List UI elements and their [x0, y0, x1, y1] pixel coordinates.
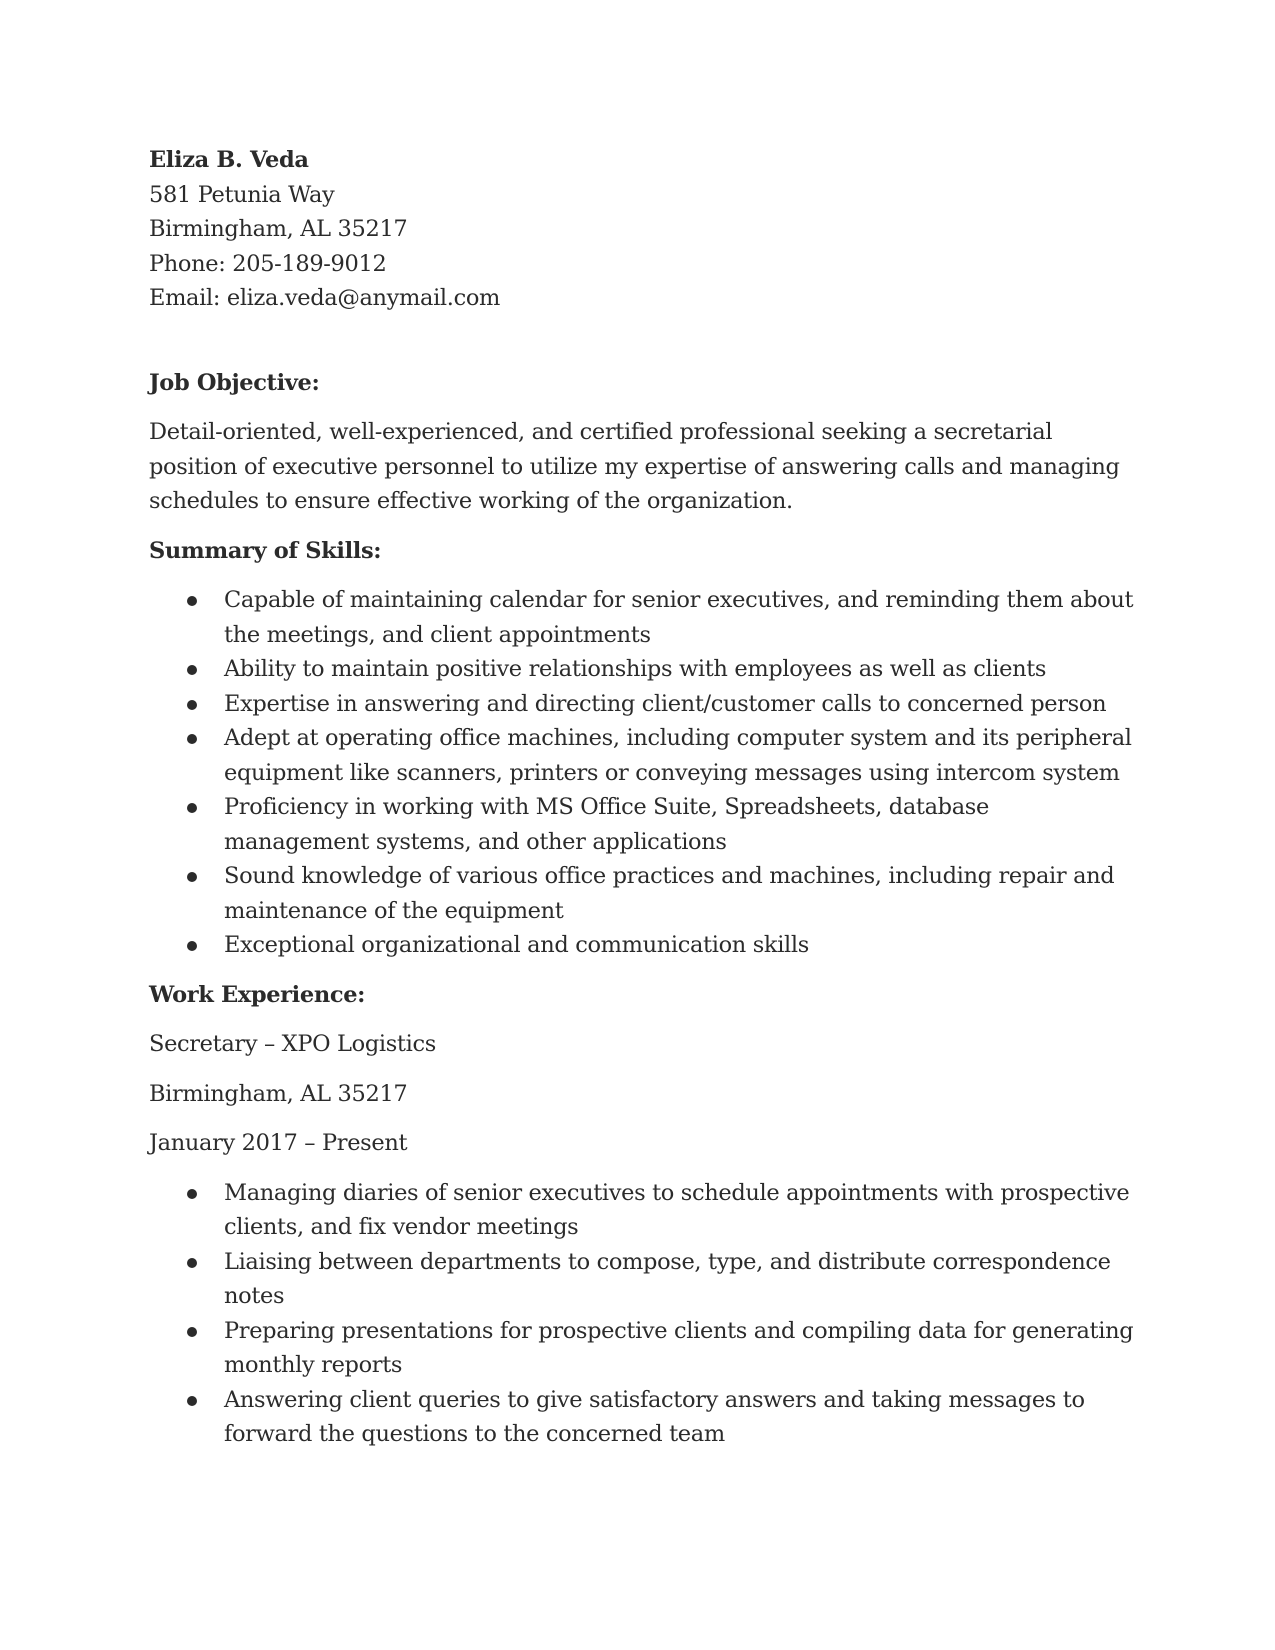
list-item-line: Managing diaries of senior executives to schedule appointments with prospective	[224, 1179, 1130, 1206]
candidate-name: Eliza B. Veda	[149, 147, 309, 173]
bullet-icon	[187, 1327, 197, 1337]
list-item-line: Expertise in answering and directing client/customer calls to concerned person	[224, 690, 1107, 717]
duties-list	[149, 1176, 1134, 1452]
list-item-line: the meetings, and client appointments	[224, 621, 651, 648]
list-item-line: Proficiency in working with MS Office Suite, Spreadsheets, database	[224, 794, 989, 820]
bullet-icon	[187, 941, 197, 951]
duty-item	[149, 1383, 1134, 1452]
spacer	[149, 568, 1134, 583]
spacer	[149, 1111, 1134, 1126]
bullet-icon	[187, 1189, 197, 1199]
skill-item	[149, 652, 1134, 687]
objective-line: Detail-oriented, well-experienced, and certified professional seeking a secretarial	[149, 419, 1053, 445]
bullet-icon	[187, 1396, 197, 1406]
skill-item	[149, 687, 1134, 722]
phone-number: Phone: 205-189-9012	[149, 250, 387, 277]
contact-block	[149, 143, 1134, 316]
street-address: 581 Petunia Way	[149, 181, 335, 208]
bullet-icon	[187, 1258, 197, 1268]
list-item-line: monthly reports	[224, 1352, 403, 1378]
list-item-line: Answering client queries to give satisfactory answers and taking messages to	[224, 1386, 1085, 1413]
bullet-icon	[187, 665, 197, 675]
skill-item	[149, 790, 1134, 859]
duty-item	[149, 1245, 1134, 1314]
job-position: Secretary – XPO Logistics	[149, 1031, 436, 1057]
bullet-icon	[187, 872, 197, 882]
bullet-icon	[187, 803, 197, 813]
spacer	[149, 316, 1134, 366]
list-item-line: Sound knowledge of various office practices and machines, including repair and	[224, 863, 1115, 889]
spacer	[149, 963, 1134, 978]
list-item-line: Liaising between departments to compose, type, and distribute correspondence	[224, 1248, 1111, 1275]
spacer	[149, 1062, 1134, 1077]
bullet-icon	[187, 596, 197, 606]
objective-line: schedules to ensure effective working of the organization.	[149, 488, 793, 514]
skill-item	[149, 583, 1134, 652]
objective-heading: Job Objective:	[149, 369, 320, 396]
objective-line: position of executive personnel to utilize my expertise of answering calls and managing	[149, 453, 1120, 480]
list-item-line: equipment like scanners, printers or conveying messages using intercom system	[224, 759, 1120, 786]
list-item-line: Preparing presentations for prospective clients and compiling data for generating	[224, 1317, 1134, 1344]
skill-item	[149, 721, 1134, 790]
duty-item	[149, 1176, 1134, 1245]
spacer	[149, 1161, 1134, 1176]
list-item-line: maintenance of the equipment	[224, 897, 564, 924]
job-dates: January 2017 – Present	[149, 1130, 408, 1156]
bullet-icon	[187, 734, 197, 744]
list-item-line: clients, and fix vendor meetings	[224, 1214, 579, 1240]
bullet-icon	[187, 700, 197, 710]
list-item-line: notes	[224, 1283, 285, 1309]
resume-page	[149, 143, 1134, 1452]
list-item-line: management systems, and other applications	[224, 828, 727, 855]
list-item-line: Capable of maintaining calendar for senior executives, and reminding them about	[224, 587, 1134, 613]
email-address: Email: eliza.veda@anymail.com	[149, 285, 501, 311]
list-item-line: Ability to maintain positive relationships with employees as well as clients	[224, 656, 1047, 682]
list-item-line: forward the questions to the concerned team	[224, 1421, 725, 1447]
skills-list	[149, 583, 1134, 963]
list-item-line: Exceptional organizational and communication skills	[224, 932, 809, 958]
objective-text	[149, 415, 1134, 519]
spacer	[149, 519, 1134, 534]
skill-item	[149, 928, 1134, 963]
skill-item	[149, 859, 1134, 928]
list-item-line: Adept at operating office machines, including computer system and its peripheral	[224, 725, 1132, 751]
spacer	[149, 400, 1134, 415]
experience-heading: Work Experience:	[149, 981, 366, 1008]
job-location: Birmingham, AL 35217	[149, 1080, 408, 1107]
city-state-zip: Birmingham, AL 35217	[149, 216, 408, 242]
spacer	[149, 1012, 1134, 1027]
skills-heading: Summary of Skills:	[149, 537, 382, 564]
duty-item	[149, 1314, 1134, 1383]
